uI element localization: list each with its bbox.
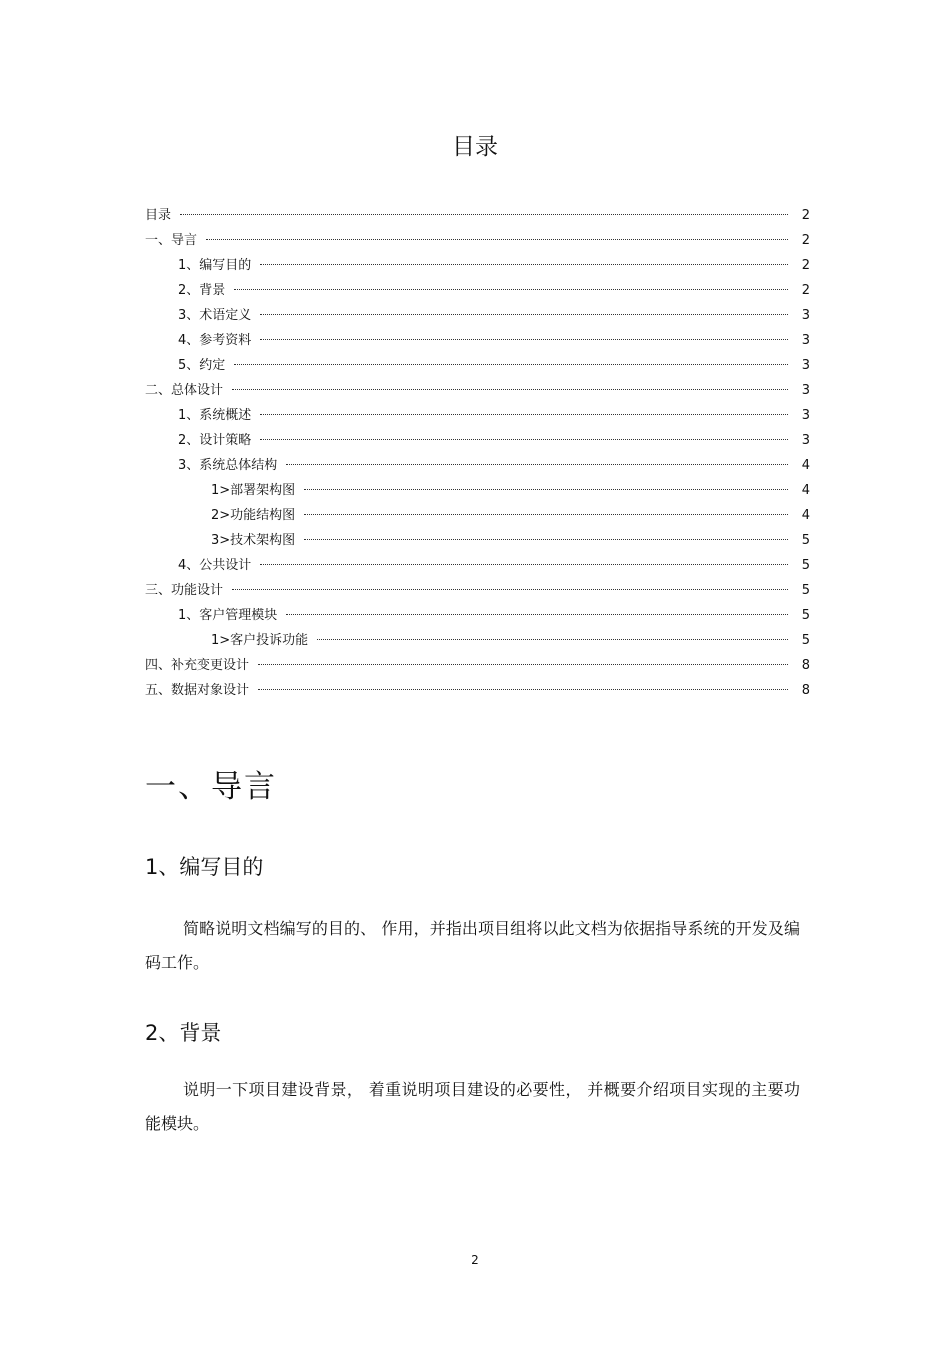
toc-leader-dots [260,563,788,565]
toc-entry-label: 2>功能结构图 [211,508,296,523]
toc-entry-label: 3、术语定义 [178,308,252,323]
toc-entry[interactable] [145,428,810,453]
toc-entry-page: 4 [801,458,810,473]
toc-entry[interactable] [145,353,810,378]
toc-entry-label: 3、系统总体结构 [178,458,278,473]
toc-entry[interactable] [145,303,810,328]
toc-leader-dots [260,438,788,440]
toc-entry-page: 2 [801,233,810,248]
toc-entry-page: 2 [801,258,810,273]
toc-entry-label: 2、设计策略 [178,433,252,448]
toc-entry-page: 3 [801,408,810,423]
toc-entry-label: 三、功能设计 [145,583,224,598]
toc-leader-dots [304,488,788,490]
toc-leader-dots [206,238,788,240]
toc-leader-dots [260,338,788,340]
toc-leader-dots [232,588,788,590]
table-of-contents [145,203,810,703]
toc-entry-page: 5 [801,608,810,623]
toc-entry-page: 5 [801,633,810,648]
toc-entry[interactable] [145,453,810,478]
toc-entry-label: 四、补充变更设计 [145,658,250,673]
subsection-heading: 1、编写目的 [145,855,264,879]
toc-entry[interactable] [145,653,810,678]
toc-leader-dots [180,213,788,215]
toc-entry-label: 1、客户管理模块 [178,608,278,623]
toc-entry-label: 2、背景 [178,283,226,298]
toc-leader-dots [232,388,788,390]
toc-entry[interactable] [145,478,810,503]
toc-leader-dots [304,538,788,540]
toc-entry-page: 2 [801,208,810,223]
toc-leader-dots [304,513,788,515]
toc-entry-label: 五、数据对象设计 [145,683,250,698]
toc-entry[interactable] [145,603,810,628]
toc-entry-page: 5 [801,533,810,548]
toc-entry-label: 1、编写目的 [178,258,252,273]
toc-entry[interactable] [145,528,810,553]
toc-entry-page: 8 [801,683,810,698]
toc-entry-label: 1、系统概述 [178,408,252,423]
toc-entry-page: 3 [801,358,810,373]
toc-entry[interactable] [145,403,810,428]
toc-entry-label: 4、公共设计 [178,558,252,573]
subsection-heading: 2、背景 [145,1021,222,1045]
toc-entry-label: 1>部署架构图 [211,483,296,498]
toc-entry[interactable] [145,503,810,528]
toc-entry-page: 5 [801,583,810,598]
body-paragraph: 简略说明文档编写的目的、 作用，并指出项目组将以此文档为依据指导系统的开发及编码工作。 [145,919,800,972]
body-paragraph: 说明一下项目建设背景， 着重说明项目建设的必要性， 并概要介绍项目实现的主要功能模块。 [145,1080,800,1133]
section-heading: 一、导言 [145,769,277,805]
toc-entry[interactable] [145,678,810,703]
toc-leader-dots [260,313,788,315]
page-number: 2 [471,1253,479,1267]
toc-entry-page: 2 [801,283,810,298]
toc-entry[interactable] [145,278,810,303]
toc-entry-label: 目录 [145,208,172,223]
toc-leader-dots [258,663,788,665]
toc-entry-page: 4 [801,508,810,523]
toc-entry-page: 3 [801,433,810,448]
toc-leader-dots [234,288,788,290]
toc-title: 目录 [452,134,498,160]
toc-entry-page: 3 [801,308,810,323]
toc-entry-label: 4、参考资料 [178,333,252,348]
toc-entry-page: 4 [801,483,810,498]
toc-leader-dots [286,613,788,615]
toc-entry[interactable] [145,328,810,353]
toc-entry[interactable] [145,578,810,603]
toc-entry[interactable] [145,553,810,578]
toc-entry-page: 3 [801,383,810,398]
toc-entry-page: 5 [801,558,810,573]
toc-leader-dots [258,688,788,690]
toc-entry[interactable] [145,628,810,653]
toc-leader-dots [260,413,788,415]
toc-entry-page: 3 [801,333,810,348]
toc-entry-label: 5、约定 [178,358,226,373]
toc-leader-dots [317,638,788,640]
toc-entry[interactable] [145,203,810,228]
toc-entry-label: 1>客户投诉功能 [211,633,309,648]
toc-entry[interactable] [145,378,810,403]
toc-entry[interactable] [145,253,810,278]
toc-entry-label: 二、总体设计 [145,383,224,398]
toc-entry-label: 3>技术架构图 [211,533,296,548]
toc-leader-dots [260,263,788,265]
toc-entry[interactable] [145,228,810,253]
toc-leader-dots [234,363,788,365]
toc-leader-dots [286,463,788,465]
toc-entry-label: 一、导言 [145,233,198,248]
toc-entry-page: 8 [801,658,810,673]
